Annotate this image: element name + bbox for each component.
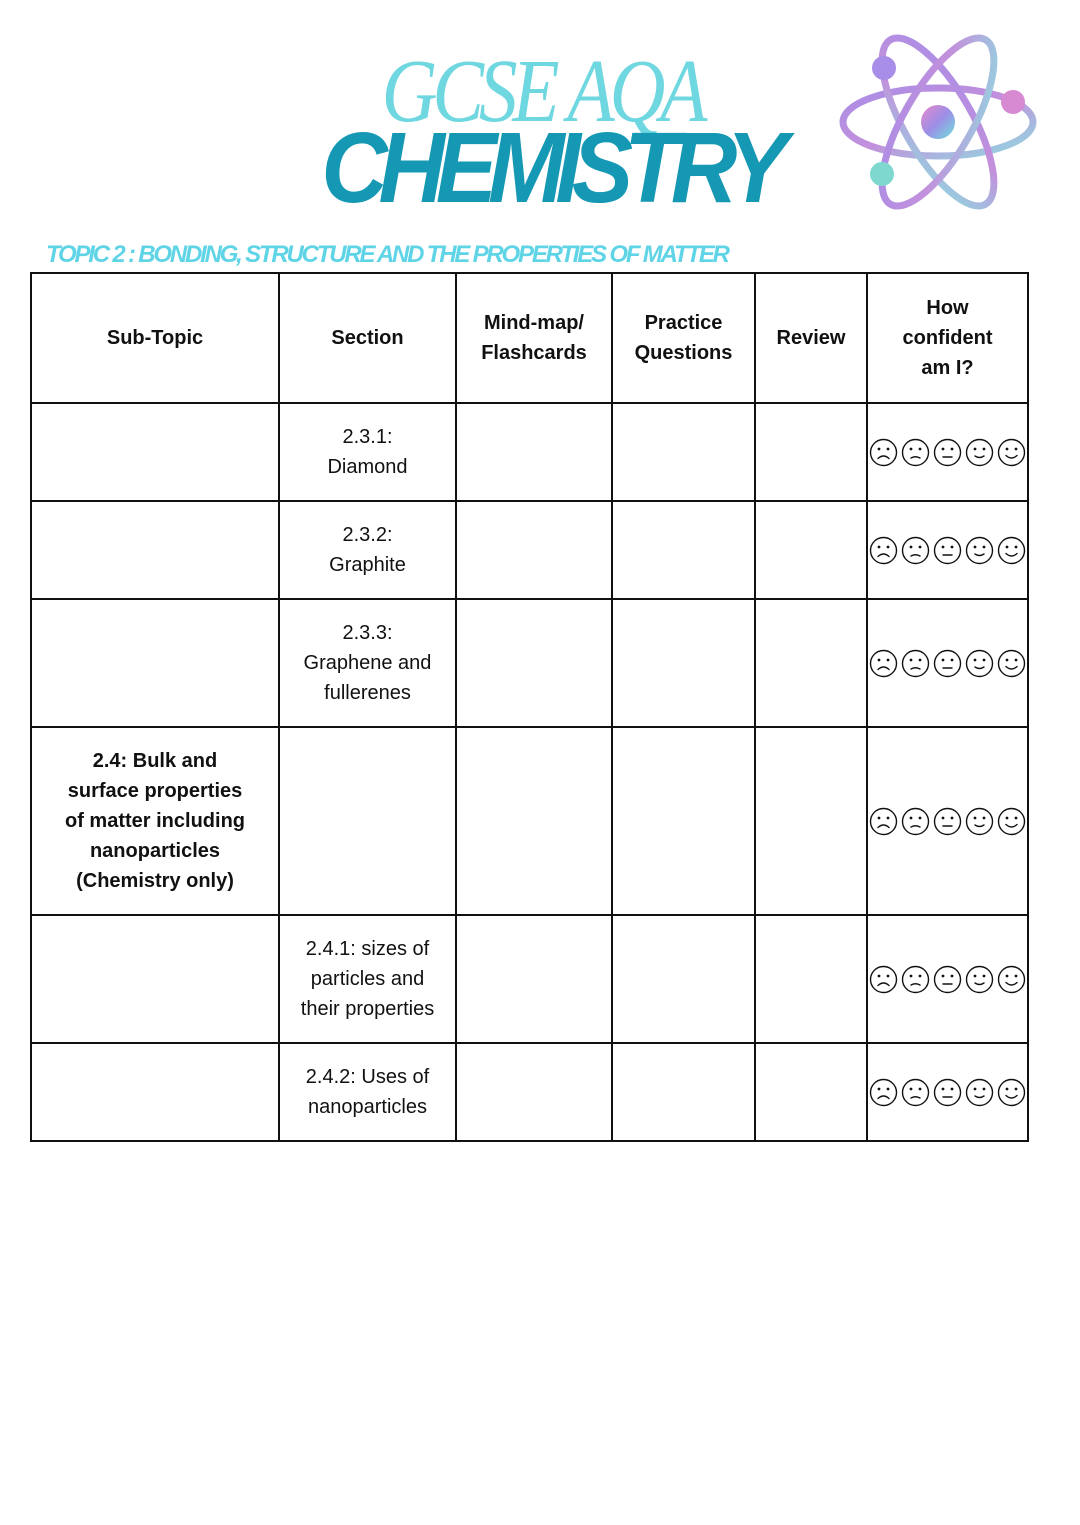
header-section (279, 273, 456, 403)
revision-tracker-table (30, 272, 1029, 1142)
atom-icon (838, 30, 1038, 212)
header-confidence-line2: confident (902, 327, 993, 349)
header-subtopic (31, 273, 279, 403)
very-sad-face-icon[interactable] (869, 536, 898, 565)
very-sad-face-icon[interactable] (869, 965, 898, 994)
section-cell (279, 1043, 456, 1141)
header-practice (612, 273, 755, 403)
smile-face-icon[interactable] (965, 807, 994, 836)
happy-face-icon[interactable] (997, 649, 1026, 678)
subtopic-line: of matter including (65, 810, 245, 832)
confidence-faces (868, 807, 1027, 836)
happy-face-icon[interactable] (997, 1078, 1026, 1107)
table-row (31, 599, 1028, 727)
neutral-face-icon[interactable] (933, 965, 962, 994)
confidence-cell (867, 727, 1028, 915)
title-chemistry: CHEMISTRY (321, 112, 779, 224)
subtopic-line: 2.4: Bulk and (92, 750, 218, 772)
practice-cell[interactable] (612, 599, 755, 727)
subtopic-line: surface properties (67, 780, 243, 802)
confidence-faces (868, 536, 1027, 565)
very-sad-face-icon[interactable] (869, 438, 898, 467)
section-line: their properties (300, 998, 435, 1020)
section-cell (279, 501, 456, 599)
sad-face-icon[interactable] (901, 649, 930, 678)
happy-face-icon[interactable] (997, 965, 1026, 994)
confidence-faces (868, 438, 1027, 467)
happy-face-icon[interactable] (997, 438, 1026, 467)
very-sad-face-icon[interactable] (869, 807, 898, 836)
mindmap-cell[interactable] (456, 599, 612, 727)
section-line: Graphene and (303, 652, 432, 674)
header-confidence-line3: am I? (921, 357, 974, 379)
smile-face-icon[interactable] (965, 649, 994, 678)
confidence-faces (868, 1078, 1027, 1107)
practice-cell[interactable] (612, 501, 755, 599)
practice-cell[interactable] (612, 727, 755, 915)
review-cell[interactable] (755, 1043, 867, 1141)
header-subtopic-label: Sub-Topic (106, 327, 204, 349)
topic-heading: TOPIC 2 : BONDING, STRUCTURE AND THE PROPERTIES OF MATTER (46, 241, 728, 268)
section-cell (279, 727, 456, 915)
smile-face-icon[interactable] (965, 438, 994, 467)
neutral-face-icon[interactable] (933, 1078, 962, 1107)
header-mindmap-line2: Flashcards (481, 342, 587, 364)
review-cell[interactable] (755, 403, 867, 501)
table-row (31, 727, 1028, 915)
header-practice-line1: Practice (644, 312, 723, 334)
sad-face-icon[interactable] (901, 536, 930, 565)
sad-face-icon[interactable] (901, 438, 930, 467)
practice-cell[interactable] (612, 403, 755, 501)
table-row (31, 501, 1028, 599)
confidence-faces (868, 649, 1027, 678)
header-review-label: Review (776, 327, 846, 349)
subtopic-cell (31, 727, 279, 915)
neutral-face-icon[interactable] (933, 438, 962, 467)
mindmap-cell[interactable] (456, 403, 612, 501)
table-row (31, 1043, 1028, 1141)
confidence-cell (867, 599, 1028, 727)
section-line: nanoparticles (308, 1096, 427, 1118)
section-line: Graphite (329, 554, 406, 576)
practice-cell[interactable] (612, 915, 755, 1043)
confidence-cell (867, 403, 1028, 501)
section-line: 2.3.1: (342, 426, 393, 448)
section-line: Diamond (327, 456, 408, 478)
subtopic-cell (31, 599, 279, 727)
mindmap-cell[interactable] (456, 501, 612, 599)
section-cell (279, 915, 456, 1043)
very-sad-face-icon[interactable] (869, 1078, 898, 1107)
practice-cell[interactable] (612, 1043, 755, 1141)
sad-face-icon[interactable] (901, 965, 930, 994)
neutral-face-icon[interactable] (933, 649, 962, 678)
confidence-faces (868, 965, 1027, 994)
review-cell[interactable] (755, 915, 867, 1043)
table-row (31, 403, 1028, 501)
smile-face-icon[interactable] (965, 1078, 994, 1107)
section-line: particles and (310, 968, 425, 990)
header-confidence (867, 273, 1028, 403)
section-line: 2.3.3: (342, 622, 393, 644)
neutral-face-icon[interactable] (933, 536, 962, 565)
header-mindmap-line1: Mind-map/ (484, 312, 584, 334)
section-line: 2.4.2: Uses of (305, 1066, 430, 1088)
header-row (31, 273, 1028, 403)
confidence-cell (867, 1043, 1028, 1141)
subtopic-cell (31, 501, 279, 599)
neutral-face-icon[interactable] (933, 807, 962, 836)
header-mindmap (456, 273, 612, 403)
subtopic-cell (31, 915, 279, 1043)
title-gcse-aqa: GCSE AQA (381, 42, 703, 141)
section-cell (279, 403, 456, 501)
subtopic-line: nanoparticles (89, 840, 221, 862)
section-line: 2.3.2: (342, 524, 393, 546)
section-line: fullerenes (324, 682, 411, 704)
mindmap-cell[interactable] (456, 915, 612, 1043)
smile-face-icon[interactable] (965, 536, 994, 565)
header-review (755, 273, 867, 403)
review-cell[interactable] (755, 599, 867, 727)
subtopic-line: (Chemistry only) (76, 870, 234, 892)
section-line: 2.4.1: sizes of (305, 938, 430, 960)
confidence-cell (867, 501, 1028, 599)
very-sad-face-icon[interactable] (869, 649, 898, 678)
sad-face-icon[interactable] (901, 807, 930, 836)
review-cell[interactable] (755, 727, 867, 915)
review-cell[interactable] (755, 501, 867, 599)
confidence-cell (867, 915, 1028, 1043)
subtopic-cell (31, 1043, 279, 1141)
table-row (31, 915, 1028, 1043)
happy-face-icon[interactable] (997, 807, 1026, 836)
happy-face-icon[interactable] (997, 536, 1026, 565)
header-confidence-line1: How (926, 297, 969, 319)
tracker-body (31, 403, 1028, 1141)
sad-face-icon[interactable] (901, 1078, 930, 1107)
mindmap-cell[interactable] (456, 727, 612, 915)
header-section-label: Section (331, 327, 404, 349)
mindmap-cell[interactable] (456, 1043, 612, 1141)
section-cell (279, 599, 456, 727)
subtopic-cell (31, 403, 279, 501)
smile-face-icon[interactable] (965, 965, 994, 994)
header-practice-line2: Questions (634, 342, 733, 364)
page-header (0, 0, 1080, 270)
